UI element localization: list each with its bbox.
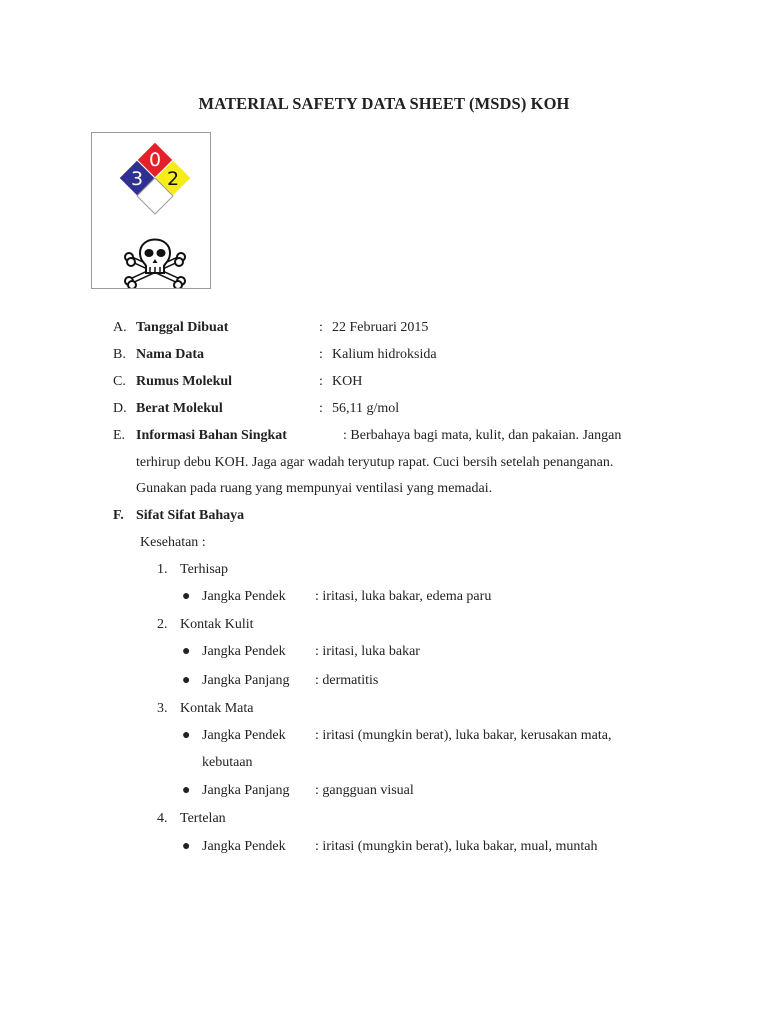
item-letter: C. — [113, 374, 126, 389]
bullet-icon: ● — [182, 644, 191, 659]
bullet-value: : iritasi (mungkin berat), luka bakar, mual, muntah — [315, 839, 598, 854]
info-row-name — [0, 347, 768, 365]
bullet-item — [0, 839, 768, 857]
section-f-subtitle: Kesehatan : — [140, 535, 206, 550]
item-value: KOH — [332, 374, 363, 389]
item-label: Tanggal Dibuat — [136, 320, 229, 335]
skull-crossbones-icon — [125, 240, 185, 289]
item-label: Nama Data — [136, 347, 205, 362]
info-row-weight — [0, 401, 768, 419]
bullet-value: : iritasi, luka bakar — [315, 644, 420, 659]
section-e-header — [0, 428, 768, 446]
bullet-value: : dermatitis — [315, 673, 379, 688]
item-number: 4. — [157, 811, 168, 826]
info-row-formula — [0, 374, 768, 392]
item-label: Informasi Bahan Singkat — [136, 428, 287, 443]
item-value: Kalium hidroksida — [332, 347, 437, 362]
bullet-item — [0, 644, 768, 662]
bullet-label: Jangka Pendek — [202, 589, 286, 604]
page-title: MATERIAL SAFETY DATA SHEET (MSDS) KOH — [198, 94, 570, 113]
item-label: Berat Molekul — [136, 401, 223, 416]
bullet-icon: ● — [182, 839, 191, 854]
hazard-item — [0, 811, 768, 829]
bullet-item — [0, 783, 768, 801]
bullet-label: Jangka Panjang — [202, 783, 290, 798]
hazard-item — [0, 701, 768, 719]
info-row-date — [0, 320, 768, 338]
item-title: Terhisap — [180, 562, 229, 577]
hazard-item — [0, 562, 768, 580]
health-rating: 3 — [130, 168, 144, 190]
item-letter: B. — [113, 347, 126, 362]
item-number: 2. — [157, 617, 168, 632]
section-e-text-line2: terhirup debu KOH. Jaga agar wadah teryutup rapat. Cuci bersih setelah penanganan. — [136, 455, 614, 470]
section-e-text-line1: : Berbahaya bagi mata, kulit, dan pakaian. Jangan — [343, 428, 622, 443]
item-colon: : — [319, 320, 323, 335]
bullet-label: Jangka Pendek — [202, 644, 286, 659]
item-letter: F. — [113, 508, 124, 523]
item-number: 1. — [157, 562, 168, 577]
bullet-continuation: kebutaan — [202, 755, 253, 770]
item-letter: E. — [113, 428, 126, 443]
bullet-label: Jangka Pendek — [202, 839, 286, 854]
bullet-value: : iritasi, luka bakar, edema paru — [315, 589, 492, 604]
reactivity-rating: 2 — [166, 168, 180, 190]
item-letter: A. — [113, 320, 127, 335]
section-e-text-line3: Gunakan pada ruang yang mempunyai ventilasi yang memadai. — [136, 481, 493, 496]
section-f-header — [0, 508, 768, 526]
item-number: 3. — [157, 701, 168, 716]
bullet-icon: ● — [182, 589, 191, 604]
bullet-item — [0, 728, 768, 746]
item-title: Kontak Mata — [180, 701, 254, 716]
hazard-symbols-box — [91, 132, 211, 289]
item-colon: : — [319, 347, 323, 362]
item-label: Rumus Molekul — [136, 374, 233, 389]
bullet-icon: ● — [182, 728, 191, 743]
item-title: Kontak Kulit — [180, 617, 254, 632]
bullet-icon: ● — [182, 673, 191, 688]
nfpa-diamond-icon — [119, 142, 191, 214]
item-title: Tertelan — [180, 811, 226, 826]
item-letter: D. — [113, 401, 127, 416]
bullet-value: : iritasi (mungkin berat), luka bakar, kerusakan mata, — [315, 728, 612, 743]
flammability-rating: 0 — [148, 149, 162, 171]
item-value: 56,11 g/mol — [332, 401, 400, 416]
item-label: Sifat Sifat Bahaya — [136, 508, 245, 523]
item-colon: : — [319, 401, 323, 416]
item-value: 22 Februari 2015 — [332, 320, 429, 335]
bullet-item — [0, 589, 768, 607]
bullet-value: : gangguan visual — [315, 783, 414, 798]
bullet-item — [0, 673, 768, 691]
bullet-label: Jangka Panjang — [202, 673, 290, 688]
item-colon: : — [319, 374, 323, 389]
bullet-icon: ● — [182, 783, 191, 798]
hazard-item — [0, 617, 768, 635]
hazard-symbols — [92, 133, 210, 288]
bullet-label: Jangka Pendek — [202, 728, 286, 743]
